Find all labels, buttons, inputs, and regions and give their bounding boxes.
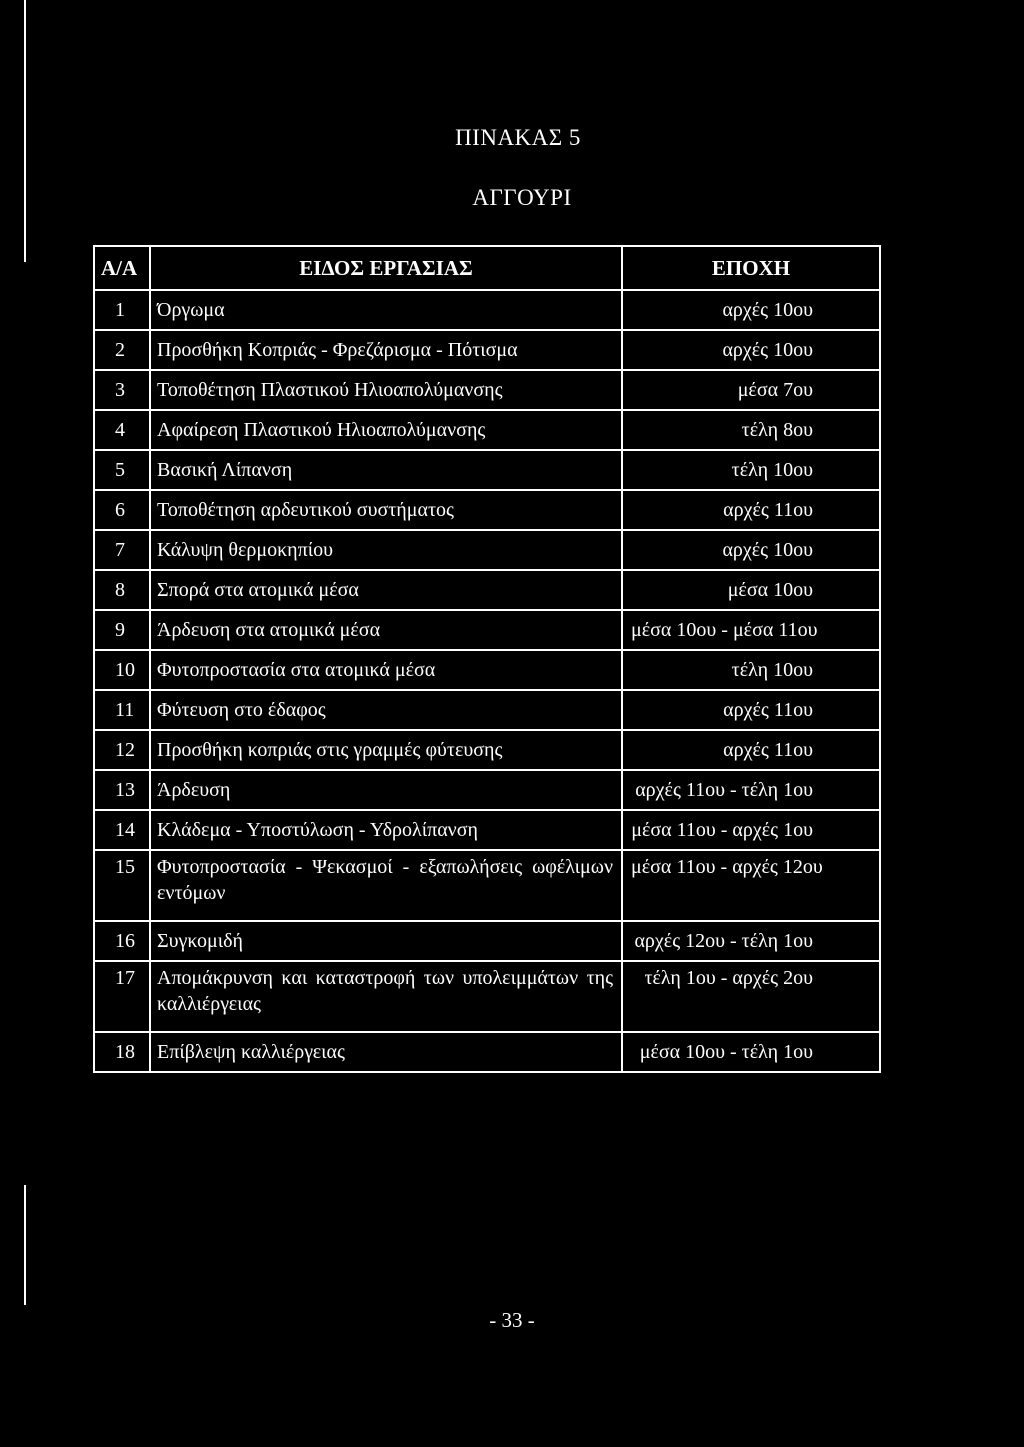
row-number: 2 [94,330,150,370]
row-task: Τοποθέτηση Πλαστικού Ηλιοαπολύμανσης [150,370,622,410]
table-row [94,730,880,770]
table-row [94,290,880,330]
row-season: τέλη 10ου [622,450,880,490]
row-number: 9 [94,610,150,650]
row-number: 13 [94,770,150,810]
table-row [94,370,880,410]
row-number: 12 [94,730,150,770]
header-number: Α/Α [94,246,150,290]
row-number: 16 [94,921,150,961]
table-subtitle: ΑΓΓΟΥΡΙ [472,185,572,210]
row-season: αρχές 11ου [622,490,880,530]
row-season: μέσα 7ου [622,370,880,410]
table-row [94,450,880,490]
row-season: τέλη 1ου - αρχές 2ου [622,961,880,1032]
page-number: - 33 - [489,1308,535,1332]
table-row [94,530,880,570]
row-task: Προσθήκη Κοπριάς - Φρεζάρισμα - Πότισμα [150,330,622,370]
row-season: τέλη 8ου [622,410,880,450]
row-season: μέσα 11ου - αρχές 12ου [622,850,880,921]
header-season: ΕΠΟΧΗ [622,246,880,290]
row-season: μέσα 10ου [622,570,880,610]
row-number: 5 [94,450,150,490]
row-season: μέσα 10ου - μέσα 11ου [622,610,880,650]
row-number: 1 [94,290,150,330]
row-task: Επίβλεψη καλλιέργειας [150,1032,622,1072]
row-task: Απομάκρυνση και καταστροφή των υπολειμμάτων της καλλιέργειας [150,961,622,1032]
row-task: Συγκομιδή [150,921,622,961]
row-task: Βασική Λίπανση [150,450,622,490]
row-task: Άρδευση στα ατομικά μέσα [150,610,622,650]
row-number: 3 [94,370,150,410]
row-season: αρχές 12ου - τέλη 1ου [622,921,880,961]
row-season: τέλη 10ου [622,650,880,690]
row-season: αρχές 10ου [622,530,880,570]
table-header-row [94,246,880,290]
table-row [94,490,880,530]
header-task: ΕΙΔΟΣ ΕΡΓΑΣΙΑΣ [150,246,622,290]
table-row [94,610,880,650]
row-task: Φυτοπροστασία - Ψεκασμοί - εξαπωλήσεις ωφέλιμων εντόμων [150,850,622,921]
table-row [94,330,880,370]
row-season: αρχές 11ου [622,730,880,770]
row-number: 10 [94,650,150,690]
table-row [94,1032,880,1072]
row-season: αρχές 11ου - τέλη 1ου [622,770,880,810]
row-number: 8 [94,570,150,610]
row-number: 18 [94,1032,150,1072]
table-body [94,290,880,1072]
table-row [94,570,880,610]
row-number: 7 [94,530,150,570]
margin-rule-bottom [24,1185,26,1305]
table-row [94,690,880,730]
table-row [94,850,880,921]
row-season: αρχές 10ου [622,290,880,330]
row-season: μέσα 10ου - τέλη 1ου [622,1032,880,1072]
row-number: 11 [94,690,150,730]
row-task: Άρδευση [150,770,622,810]
row-task: Όργωμα [150,290,622,330]
table-row [94,410,880,450]
table-row [94,921,880,961]
work-schedule-table [93,245,881,1073]
row-number: 4 [94,410,150,450]
row-task: Αφαίρεση Πλαστικού Ηλιοαπολύμανσης [150,410,622,450]
row-season: αρχές 11ου [622,690,880,730]
row-task: Προσθήκη κοπριάς στις γραμμές φύτευσης [150,730,622,770]
row-season: μέσα 11ου - αρχές 1ου [622,810,880,850]
row-task: Φύτευση στο έδαφος [150,690,622,730]
row-number: 6 [94,490,150,530]
table-title: ΠΙΝΑΚΑΣ 5 [455,125,581,150]
table-row [94,810,880,850]
row-task: Τοποθέτηση αρδευτικού συστήματος [150,490,622,530]
row-season: αρχές 10ου [622,330,880,370]
row-task: Σπορά στα ατομικά μέσα [150,570,622,610]
table-row [94,961,880,1032]
row-task: Φυτοπροστασία στα ατομικά μέσα [150,650,622,690]
row-task: Κάλυψη θερμοκηπίου [150,530,622,570]
row-number: 15 [94,850,150,921]
table-row [94,650,880,690]
table-row [94,770,880,810]
row-task: Κλάδεμα - Υποστύλωση - Υδρολίπανση [150,810,622,850]
row-number: 14 [94,810,150,850]
row-number: 17 [94,961,150,1032]
